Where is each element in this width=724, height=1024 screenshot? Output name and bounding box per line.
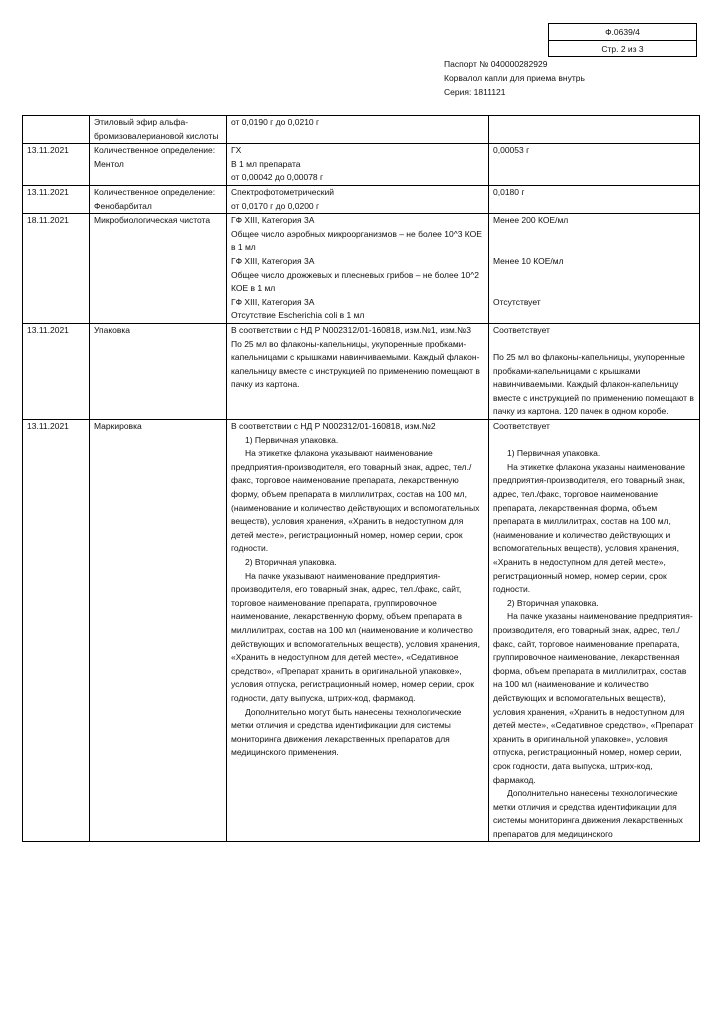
specification-line: от 0,00042 до 0,00078 г [231, 172, 324, 183]
result-line [493, 228, 696, 242]
specification-line: ГФ XIII, Категория 3А [231, 296, 315, 307]
specification-line: от 0,0190 г до 0,0210 г [231, 117, 320, 127]
result-line: На этикетке флакона указаны наименование предприятия-производителя, его товарный знак, адрес, тел./факс, торговое наименование препарата, лекарственная форма, объем препарата в миллилитрах, состав на 100 мл, (наименование и количество действующих и вспомогательных веществ), условия хранения, «Хранить в недоступном для детей месте», регистрационный номер, номер серии, срок годности. [493, 461, 685, 595]
form-code: Ф.0639/4 [549, 24, 696, 41]
result-line [493, 434, 696, 448]
test-date: 13.11.2021 [23, 420, 90, 842]
result-line: 0,00053 г [493, 145, 530, 156]
specification-cell [227, 185, 489, 213]
test-name: Микробиологическая чистота [90, 214, 227, 324]
specification-line: от 0,0170 г до 0,0200 г [231, 200, 320, 211]
page-number: Стр. 2 из 3 [601, 44, 644, 54]
specification-cell [227, 116, 489, 144]
result-cell [489, 420, 700, 842]
specification-cell [227, 214, 489, 324]
specification-line: ГФ XIII, Категория 3А [231, 255, 315, 266]
specification-line: По 25 мл во флаконы-капельницы, укупоренные пробками-капельницами с крышками навинчиваемыми. Каждый флакон-капельницу вместе с инструкцией по применению помещают в пачку из картона. [231, 338, 480, 390]
table-row [23, 214, 700, 324]
result-line: По 25 мл во флаконы-капельницы, укупоренные пробками-капельницами с крышками навинчиваемыми. Каждый флакон-капельницу вместе с инструкцией по применению помещают в пачку из картона. 120 пачек в одном коробе. [493, 352, 694, 417]
specification-line: Общее число аэробных микроорганизмов – не более 10^3 КОЕ в 1 мл [231, 228, 482, 253]
result-line: Отсутствует [493, 296, 541, 307]
result-line: 0,0180 г [493, 186, 525, 197]
result-line [493, 116, 696, 130]
test-name: Этиловый эфир альфа-бромизовалериановой кислоты [90, 116, 227, 144]
test-results-table [22, 115, 700, 842]
result-line [493, 338, 696, 352]
result-line [493, 269, 696, 283]
passport-header [444, 57, 585, 99]
result-line: 1) Первичная упаковка. [507, 448, 601, 459]
specification-cell [227, 144, 489, 186]
test-name: Упаковка [90, 323, 227, 419]
form-code-box [548, 23, 697, 57]
specification-line: 2) Вторичная упаковка. [245, 557, 337, 567]
test-name: Количественное определение: Фенобарбитал [90, 185, 227, 213]
specification-line: В 1 мл препарата [231, 158, 301, 169]
table-row [23, 116, 700, 144]
result-line: Дополнительно нанесены технологические метки отличия и средства идентификации для системы мониторинга движения лекарственных препаратов для медицинского [493, 788, 683, 839]
test-results-body [23, 116, 700, 842]
specification-line: Дополнительно могут быть нанесены технологические метки отличия и средства идентификации для системы мониторинга движения лекарственных препаратов для медицинского применения. [231, 706, 462, 758]
result-cell [489, 144, 700, 186]
specification-line: На этикетке флакона указывают наименование предприятия-производителя, его товарный знак, адрес, тел./факс, торговое наименование препарата, лекарственную форму, объем препарата в миллилитрах, состав на 100 мл, (наименование и количество действующих и вспомогательных веществ), условия хранения, «Хранить в недоступном для детей месте», регистрационный номер, номер серии, срок годности. [231, 448, 480, 554]
specification-line: Спектрофотометрический [231, 186, 334, 197]
result-cell [489, 185, 700, 213]
result-cell [489, 214, 700, 324]
series-number: Серия: 1811121 [444, 87, 506, 97]
table-row [23, 420, 700, 842]
test-date: 18.11.2021 [23, 214, 90, 324]
specification-line: ГХ [231, 145, 242, 156]
specification-line: В соответствии с НД Р N002312/01-160818, изм.№1, изм.№3 [231, 324, 471, 335]
test-date: 13.11.2021 [23, 144, 90, 186]
specification-line: В соответствии с НД Р N002312/01-160818, изм.№2 [231, 421, 436, 432]
test-date: 13.11.2021 [23, 323, 90, 419]
specification-cell [227, 420, 489, 842]
specification-line: Общее число дрожжевых и плесневых грибов – не более 10^2 КОЕ в 1 мл [231, 269, 480, 294]
test-name: Маркировка [90, 420, 227, 842]
product-name: Корвалол капли для приема внутрь [444, 73, 585, 83]
result-line [493, 282, 696, 296]
specification-line: ГФ XIII, Категория 3А [231, 215, 315, 226]
result-line: На пачке указаны наименование предприятия-производителя, его товарный знак, адрес, тел./факс, сайт, торговое наименование препарата, группировочное наименование, лекарственная форма, объем препарата в миллилитрах, состав на 100 мл (наименование и количество действующих и вспомогательных веществ), условия хранения, «Хранить в недоступном для детей месте», «Седативное средство», «Препарат хранить в оригинальной упаковке», условия отпуска, регистрационный номер, номер серии, срок годности, дата выпуска, штрих-код, фармакод. [493, 611, 694, 785]
specification-line: 1) Первичная упаковка. [245, 434, 339, 445]
table-row [23, 323, 700, 419]
result-line: Менее 10 КОЕ/мл [493, 255, 564, 266]
specification-line: На пачке указывают наименование предприятия-производителя, его товарный знак, адрес, тел./факс, сайт, торговое наименование препарата, группировочное наименование, лекарственную форму, объем препарата в миллилитрах, состав на 100 мл (наименование и количество действующих и вспомогательных веществ), условия хранения, «Хранить в недоступном для детей месте», «Седативное средство», «Препарат хранить в оригинальной упаковке», условия отпуска, регистрационный номер, номер серии, срок годности, дату выпуска, штрих-код, фармакод. [231, 570, 480, 703]
result-line: Соответствует [493, 324, 550, 335]
table-row [23, 185, 700, 213]
specification-cell [227, 323, 489, 419]
result-line [493, 241, 696, 255]
result-line: Менее 200 КОЕ/мл [493, 215, 569, 226]
result-cell [489, 116, 700, 144]
table-row [23, 144, 700, 186]
test-date [23, 116, 90, 144]
result-cell [489, 323, 700, 419]
test-date: 13.11.2021 [23, 185, 90, 213]
passport-number: Паспорт № 040000282929 [444, 59, 548, 69]
specification-line: Отсутствие Escherichia coli в 1 мл [231, 310, 365, 321]
result-line: Соответствует [493, 421, 550, 432]
test-name: Количественное определение: Ментол [90, 144, 227, 186]
result-line: 2) Вторичная упаковка. [507, 597, 599, 608]
